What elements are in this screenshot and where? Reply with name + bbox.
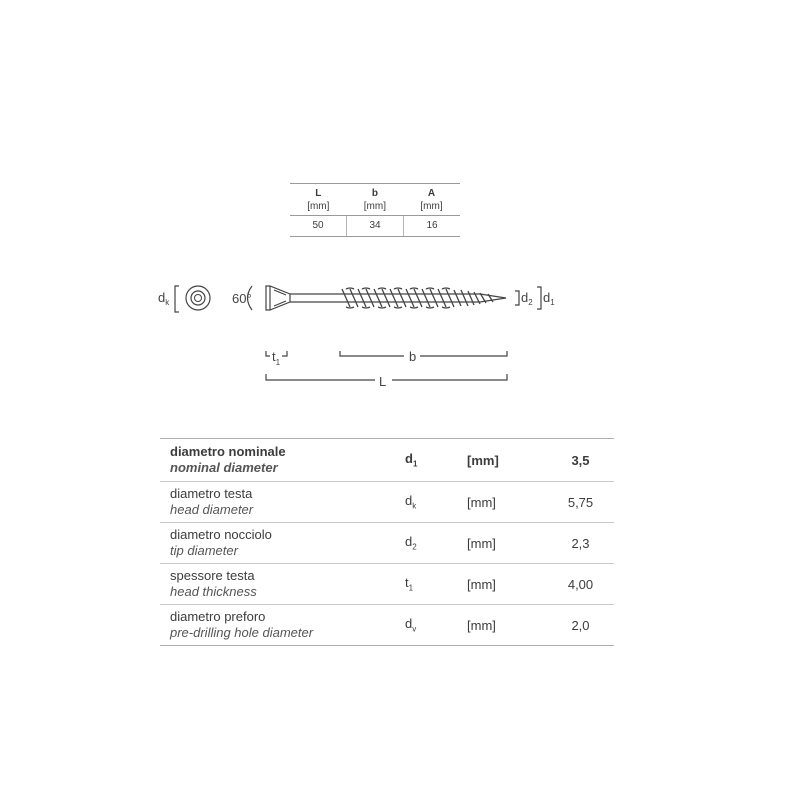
spec-label-en: pre-drilling hole diameter [170,625,314,640]
L-dimension-left [266,374,375,380]
spec-unit: [mm] [467,576,496,592]
spec-row-predrilling-diameter [160,604,614,646]
spec-label-en: head thickness [170,584,257,599]
nominal-diameter-label: $d_1$ [543,290,555,307]
specification-table [160,438,614,646]
spec-label-it: spessore testa [170,568,255,583]
spec-value: 3,5 [571,452,590,468]
value-b: 34 [347,216,404,236]
header-b: b [371,188,378,199]
header-A: A [427,188,436,199]
b-dimension-right [420,351,507,356]
L-dimension-right [392,374,507,380]
spec-label-it: diametro nominale [170,444,286,459]
spec-row-nominal-diameter [160,438,614,481]
spec-value: 2,3 [571,535,590,551]
dimensions-table [290,183,460,237]
unit-A: [mm] [420,201,443,212]
spec-symbol: $d_1$ [405,451,418,469]
spec-symbol: $d_k$ [405,493,417,511]
t1-dimension-left [266,351,270,356]
spec-unit: [mm] [467,535,496,551]
tip-diameter-bracket [515,291,519,305]
t1-dimension-right [282,351,287,356]
spec-value: 2,0 [571,617,590,633]
header-L: L [315,188,322,199]
head-angle-label: 60° [232,291,252,306]
spec-unit: [mm] [467,452,499,468]
spec-label-it: diametro preforo [170,609,266,624]
head-diameter-bracket [175,286,179,312]
spec-row-head-thickness [160,563,614,604]
spec-label-en: nominal diameter [170,460,278,475]
table-bottom-rule [290,236,460,237]
total-length-label: L [379,374,387,389]
head-diameter-label: $d_k$ [158,290,170,307]
b-dimension-left [340,351,404,356]
spec-label-it: diametro testa [170,486,253,501]
dimensions-header-row [290,184,460,200]
value-L: 50 [290,216,347,236]
dimensions-unit-row [290,200,460,215]
head-thickness-label: $t_1$ [272,349,281,367]
value-A: 16 [426,220,438,231]
spec-unit: [mm] [467,494,496,510]
nominal-diameter-bracket [537,287,541,309]
spec-symbol: $d_2$ [405,534,417,552]
unit-L: [mm] [307,201,330,212]
spec-label-en: tip diameter [170,543,238,558]
core-diameter-label: $d_2$ [521,290,533,307]
spec-label-en: head diameter [170,502,254,517]
spec-value: 4,00 [567,576,594,592]
screw-technical-drawing [150,270,570,395]
spec-symbol: $d_v$ [405,616,417,634]
spec-symbol: $t_1$ [405,575,414,593]
spec-label-it: diametro nocciolo [170,527,272,542]
unit-b: [mm] [363,201,386,212]
spec-row-tip-diameter [160,522,614,563]
spec-row-head-diameter [160,481,614,522]
screw-head-top-view [186,286,210,310]
dimensions-value-row [290,216,460,236]
spec-unit: [mm] [467,617,496,633]
spec-value: 5,75 [567,494,594,510]
thread-length-label: b [409,349,417,364]
screw-side-view [266,286,506,310]
